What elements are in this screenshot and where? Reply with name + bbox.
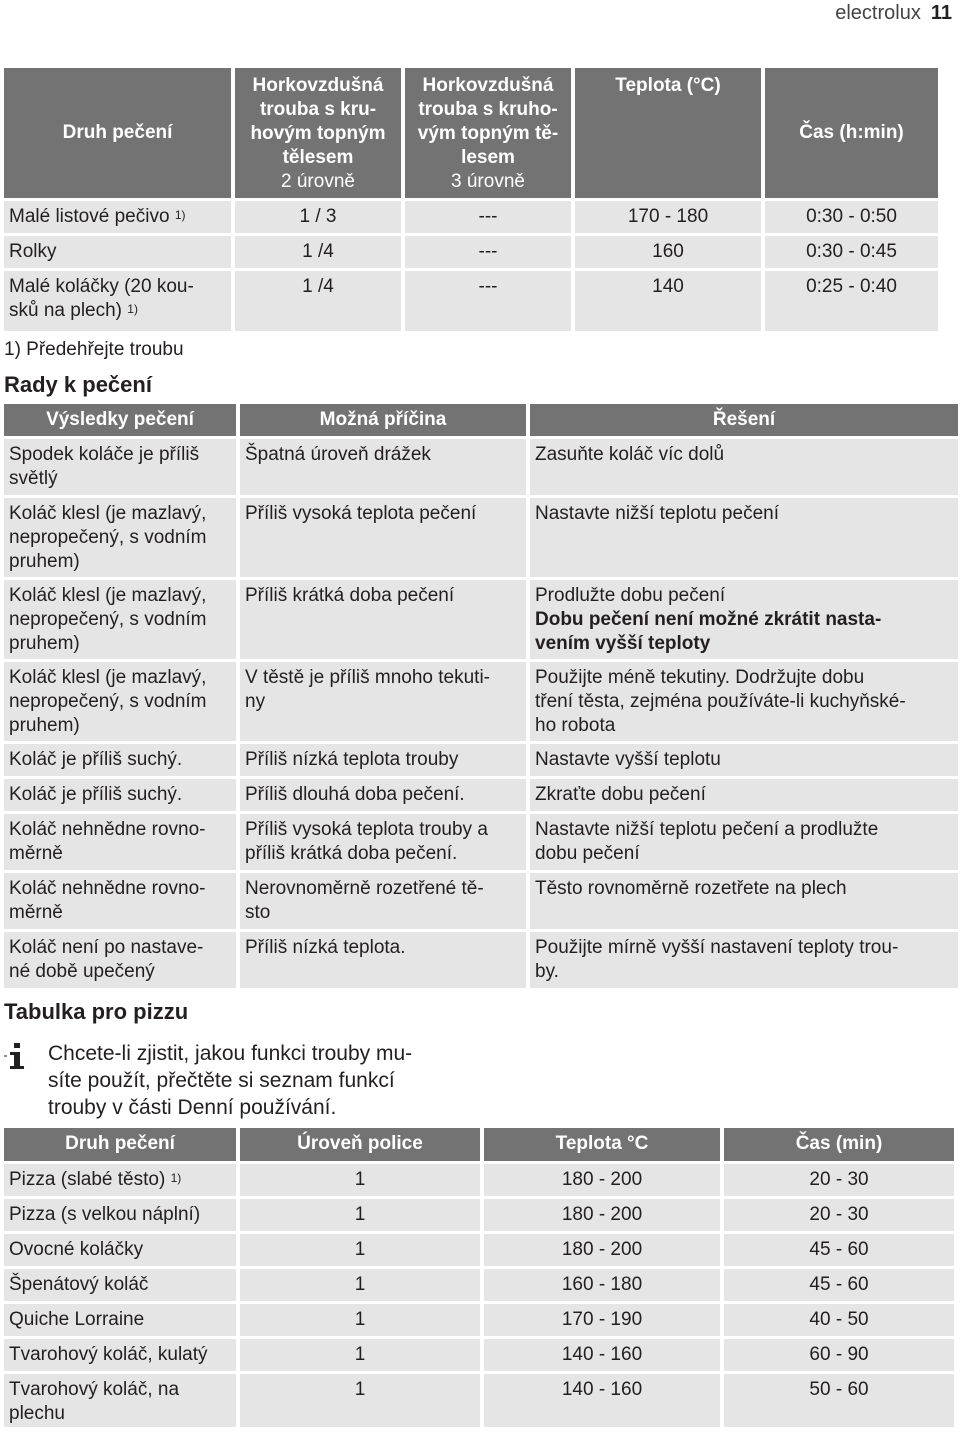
cause-cell: Příliš nízká teplota trouby (240, 744, 526, 776)
cause-cell: Příliš dlouhá doba pečení. (240, 779, 526, 811)
table-row (4, 662, 958, 741)
pizza-temp: 140 - 160 (484, 1374, 720, 1427)
pizza-time: 45 - 60 (724, 1234, 954, 1266)
solution-cell: Použijte méně tekutiny. Dodržujte dobu tření těsta, zejména používáte-li kuchyňské- ho robota (530, 662, 958, 741)
table-row (4, 932, 958, 988)
pizza-name: Tvarohový koláč, kulatý (4, 1339, 236, 1371)
pizza-name: Pizza (slabé těsto) $^{1)}$ (4, 1164, 236, 1196)
table-row (4, 1339, 958, 1371)
row-name: Rolky (4, 236, 231, 268)
pizza-temp: 180 - 200 (484, 1199, 720, 1231)
table-row (4, 580, 958, 659)
baking-table-header (4, 68, 958, 198)
table-row (4, 814, 958, 870)
pizza-temp: 180 - 200 (484, 1164, 720, 1196)
pizza-name: Pizza (s velkou náplní) (4, 1199, 236, 1231)
pizza-time: 40 - 50 (724, 1304, 954, 1336)
tips-table-header (4, 404, 958, 436)
page-number: 11 (930, 2, 952, 24)
pizza-temp: 140 - 160 (484, 1339, 720, 1371)
result-cell: Koláč je příliš suchý. (4, 779, 236, 811)
table-row (4, 779, 958, 811)
table-row (4, 1164, 958, 1196)
row-level3: --- (405, 236, 571, 268)
table-row (4, 271, 958, 331)
table-row (4, 201, 958, 233)
baking-table (4, 68, 958, 331)
pizza-level: 1 (240, 1164, 480, 1196)
row-level2: 1 / 3 (235, 201, 401, 233)
pizza-level: 1 (240, 1339, 480, 1371)
row-level2: 1 /4 (235, 271, 401, 331)
table-row (4, 1234, 958, 1266)
cause-cell: Příliš krátká doba pečení (240, 580, 526, 659)
pizza-level: 1 (240, 1269, 480, 1301)
cause-cell: Nerovnoměrně rozetřené tě- sto (240, 873, 526, 929)
header-pricina: Možná příčina (240, 404, 526, 436)
pizza-temp: 170 - 190 (484, 1304, 720, 1336)
tips-table (4, 404, 958, 988)
pizza-time: 20 - 30 (724, 1199, 954, 1231)
page-header (835, 2, 952, 25)
row-time: 0:25 - 0:40 (765, 271, 938, 331)
solution-cell: Nastavte vyšší teplotu (530, 744, 958, 776)
info-text: Chcete-li zjistit, jakou funkci trouby mu- síte použít, přečtěte si seznam funkcí trouby v části Denní používání. (48, 1042, 413, 1119)
header-uroven: Úroveň police (240, 1128, 480, 1161)
pizza-temp: 160 - 180 (484, 1269, 720, 1301)
section-title-pizza: Tabulka pro pizzu (4, 999, 189, 1024)
pizza-name: Tvarohový koláč, na plechu (4, 1374, 236, 1427)
cause-cell: Příliš vysoká teplota trouby a příliš krátká doba pečení. (240, 814, 526, 870)
row-time: 0:30 - 0:50 (765, 201, 938, 233)
cause-cell: Příliš nízká teplota. (240, 932, 526, 988)
row-temp: 140 (575, 271, 761, 331)
header-reseni: Řešení (530, 404, 958, 436)
pizza-level: 1 (240, 1234, 480, 1266)
result-cell: Spodek koláče je příliš světlý (4, 439, 236, 495)
pizza-table-header (4, 1128, 958, 1161)
row-level2: 1 /4 (235, 236, 401, 268)
result-cell: Koláč je příliš suchý. (4, 744, 236, 776)
solution-cell: Nastavte nižší teplotu pečení a prodlužte dobu pečení (530, 814, 958, 870)
result-cell: Koláč nehnědne rovno- měrně (4, 814, 236, 870)
result-cell: Koláč klesl (je mazlavý, nepropečený, s vodním pruhem) (4, 498, 236, 577)
header-druh: Druh pečení (4, 1128, 236, 1161)
table-row (4, 236, 958, 268)
header-teplota: Teplota °C (484, 1128, 720, 1161)
row-temp: 170 - 180 (575, 201, 761, 233)
pizza-level: 1 (240, 1199, 480, 1231)
result-cell: Koláč klesl (je mazlavý, nepropečený, s vodním pruhem) (4, 580, 236, 659)
pizza-name: Quiche Lorraine (4, 1304, 236, 1336)
header-druh-peceni: Druh pečení (4, 68, 231, 198)
cause-cell: Špatná úroveň drážek (240, 439, 526, 495)
table-row (4, 873, 958, 929)
table-row (4, 1199, 958, 1231)
header-cas: Čas (h:min) (765, 68, 938, 198)
header-two-levels: Horkovzdušná trouba s kru- hovým topným tělesem 2 úrovně (235, 68, 401, 198)
info-icon (4, 1040, 30, 1072)
solution-cell: Zkraťte dobu pečení (530, 779, 958, 811)
pizza-time: 60 - 90 (724, 1339, 954, 1371)
table-row (4, 744, 958, 776)
pizza-name: Ovocné koláčky (4, 1234, 236, 1266)
solution-cell: Těsto rovnoměrně rozetřete na plech (530, 873, 958, 929)
pizza-name: Špenátový koláč (4, 1269, 236, 1301)
cause-cell: Příliš vysoká teplota pečení (240, 498, 526, 577)
header-vysledky: Výsledky pečení (4, 404, 236, 436)
pizza-time: 20 - 30 (724, 1164, 954, 1196)
table-row (4, 439, 958, 495)
solution-cell: Zasuňte koláč víc dolů (530, 439, 958, 495)
pizza-table (4, 1128, 958, 1427)
header-teplota: Teplota (°C) (575, 68, 761, 198)
pizza-level: 1 (240, 1374, 480, 1427)
pizza-temp: 180 - 200 (484, 1234, 720, 1266)
brand-name: electrolux (835, 2, 921, 24)
solution-cell: Prodlužte dobu pečení Dobu pečení není možné zkrátit nasta- vením vyšší teploty (530, 580, 958, 659)
section-title-tips: Rady k pečení (4, 372, 152, 397)
result-cell: Koláč není po nastave- né době upečený (4, 932, 236, 988)
row-level3: --- (405, 271, 571, 331)
cause-cell: V těstě je příliš mnoho tekuti- ny (240, 662, 526, 741)
row-time: 0:30 - 0:45 (765, 236, 938, 268)
row-level3: --- (405, 201, 571, 233)
pizza-level: 1 (240, 1304, 480, 1336)
info-note (4, 1040, 478, 1121)
header-three-levels: Horkovzdušná trouba s kruho- vým topným tě- lesem 3 úrovně (405, 68, 571, 198)
row-name: Malé listové pečivo $^{1)}$ (4, 201, 231, 233)
solution-cell: Použijte mírně vyšší nastavení teploty trou- by. (530, 932, 958, 988)
footnote: 1) Předehřejte troubu (4, 339, 184, 360)
pizza-time: 45 - 60 (724, 1269, 954, 1301)
pizza-time: 50 - 60 (724, 1374, 954, 1427)
header-cas: Čas (min) (724, 1128, 954, 1161)
table-row (4, 1304, 958, 1336)
table-row (4, 1374, 958, 1427)
row-name: Malé koláčky (20 kou- sků na plech) $^{1)}$ (4, 271, 231, 331)
row-temp: 160 (575, 236, 761, 268)
result-cell: Koláč nehnědne rovno- měrně (4, 873, 236, 929)
solution-cell: Nastavte nižší teplotu pečení (530, 498, 958, 577)
result-cell: Koláč klesl (je mazlavý, nepropečený, s vodním pruhem) (4, 662, 236, 741)
table-row (4, 1269, 958, 1301)
table-row (4, 498, 958, 577)
